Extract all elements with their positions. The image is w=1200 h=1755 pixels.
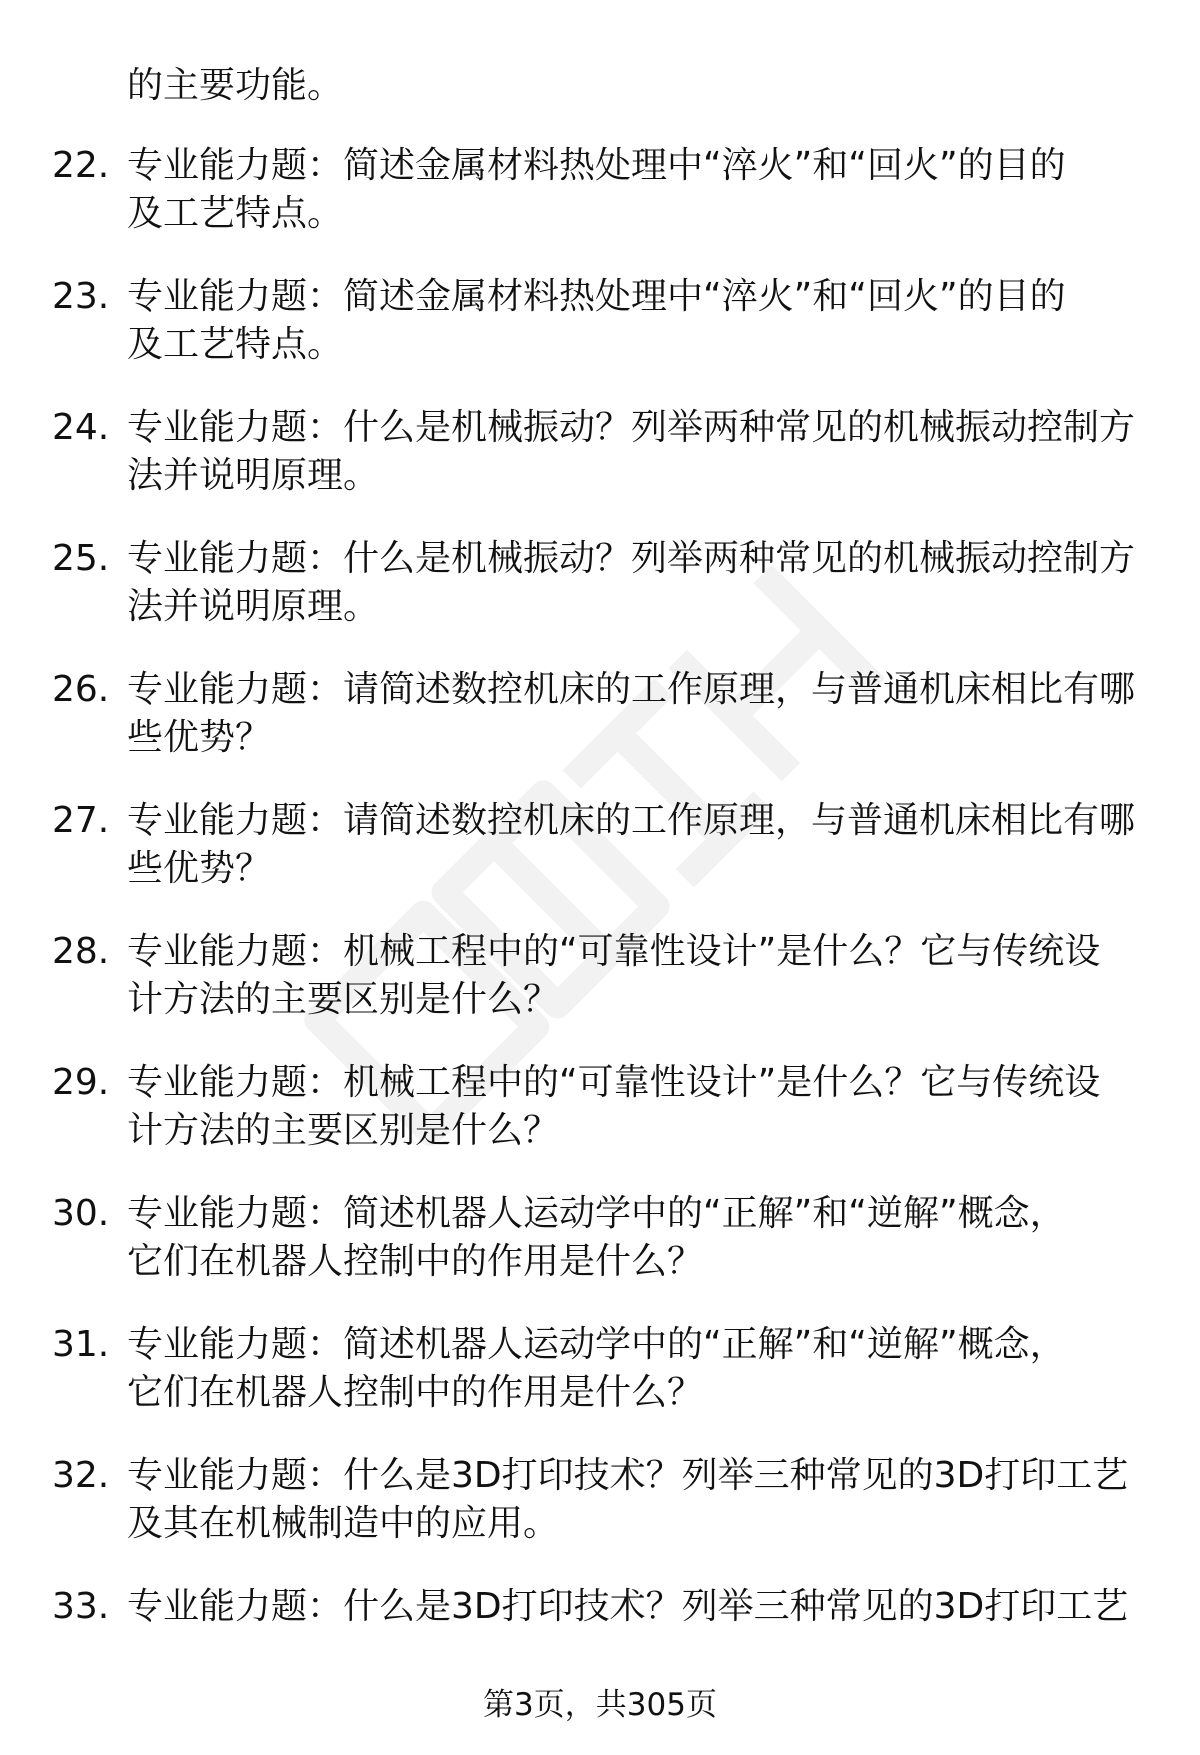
question-number: 22. bbox=[52, 145, 110, 186]
question-number: 24. bbox=[52, 407, 110, 448]
question-item bbox=[0, 664, 1200, 795]
question-text-line-1: 专业能力题：机械工程中的“可靠性设计”是什么？它与传统设 bbox=[127, 1062, 1101, 1103]
question-text-line-2: 及工艺特点。 bbox=[127, 193, 344, 234]
question-text-line-1: 专业能力题：什么是机械振动？列举两种常见的机械振动控制方 bbox=[127, 538, 1136, 579]
question-item bbox=[0, 271, 1200, 402]
question-number: 30. bbox=[52, 1193, 110, 1234]
question-text-line-2: 法并说明原理。 bbox=[127, 586, 380, 627]
question-text-line-1: 专业能力题：什么是机械振动？列举两种常见的机械振动控制方 bbox=[127, 407, 1136, 448]
question-number: 26. bbox=[52, 669, 110, 710]
question-list bbox=[0, 140, 1200, 1712]
page-number-footer: 第3页，共305页 bbox=[483, 1687, 717, 1723]
question-item bbox=[0, 1057, 1200, 1188]
question-item bbox=[0, 402, 1200, 533]
question-text-line-1: 专业能力题：什么是3D打印技术？列举三种常见的3D打印工艺 bbox=[127, 1455, 1129, 1496]
question-number: 25. bbox=[52, 538, 110, 579]
question-number: 31. bbox=[52, 1324, 110, 1365]
question-item bbox=[0, 926, 1200, 1057]
question-item bbox=[0, 140, 1200, 271]
question-text-line-2: 些优势？ bbox=[127, 848, 272, 889]
continuation-text: 的主要功能。 bbox=[127, 65, 344, 106]
question-text-line-1: 专业能力题：机械工程中的“可靠性设计”是什么？它与传统设 bbox=[127, 931, 1101, 972]
question-text-line-2: 计方法的主要区别是什么？ bbox=[127, 979, 560, 1020]
question-item bbox=[0, 1450, 1200, 1581]
question-item bbox=[0, 533, 1200, 664]
question-item bbox=[0, 1188, 1200, 1319]
question-text-line-1: 专业能力题：什么是3D打印技术？列举三种常见的3D打印工艺 bbox=[127, 1586, 1129, 1627]
question-text-line-2: 计方法的主要区别是什么？ bbox=[127, 1110, 560, 1151]
question-text-line-2: 些优势？ bbox=[127, 717, 272, 758]
question-number: 27. bbox=[52, 800, 110, 841]
question-item bbox=[0, 1319, 1200, 1450]
question-text-line-2: 法并说明原理。 bbox=[127, 455, 380, 496]
question-text-line-2: 及其在机械制造中的应用。 bbox=[127, 1503, 560, 1544]
question-text-line-1: 专业能力题：请简述数控机床的工作原理，与普通机床相比有哪 bbox=[127, 669, 1136, 710]
question-number: 33. bbox=[52, 1586, 110, 1627]
question-text-line-1: 专业能力题：简述机器人运动学中的“正解”和“逆解”概念， bbox=[127, 1193, 1066, 1234]
question-text-line-2: 及工艺特点。 bbox=[127, 324, 344, 365]
question-number: 29. bbox=[52, 1062, 110, 1103]
question-text-line-2: 它们在机器人控制中的作用是什么？ bbox=[127, 1372, 704, 1413]
question-text-line-2: 它们在机器人控制中的作用是什么？ bbox=[127, 1241, 704, 1282]
question-number: 23. bbox=[52, 276, 110, 317]
question-text-line-1: 专业能力题：简述金属材料热处理中“淬火”和“回火”的目的 bbox=[127, 145, 1066, 186]
question-number: 28. bbox=[52, 931, 110, 972]
question-item bbox=[0, 795, 1200, 926]
question-text-line-1: 专业能力题：简述机器人运动学中的“正解”和“逆解”概念， bbox=[127, 1324, 1066, 1365]
question-text-line-1: 专业能力题：简述金属材料热处理中“淬火”和“回火”的目的 bbox=[127, 276, 1066, 317]
question-text-line-1: 专业能力题：请简述数控机床的工作原理，与普通机床相比有哪 bbox=[127, 800, 1136, 841]
question-number: 32. bbox=[52, 1455, 110, 1496]
